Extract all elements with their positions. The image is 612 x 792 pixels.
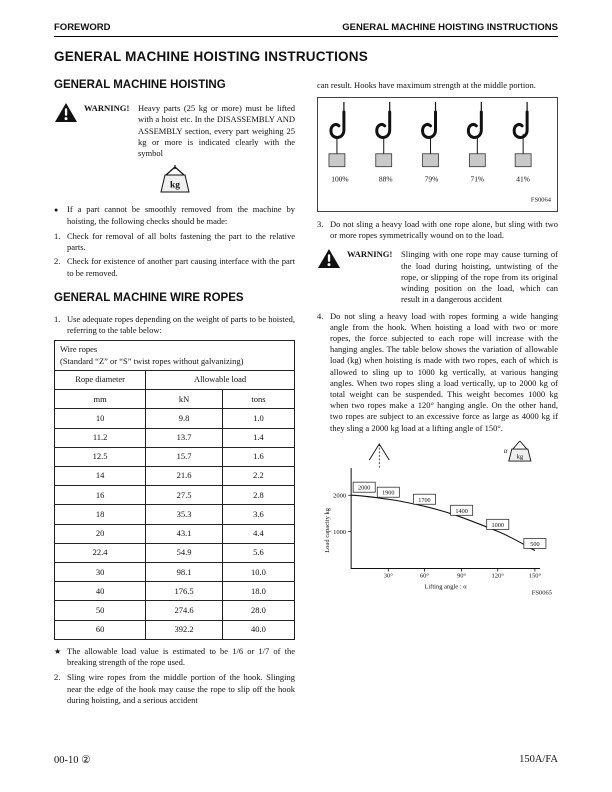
two-column-layout [54, 72, 558, 709]
item-text: Do not sling a heavy load with one rope alone, but sling with two or more ropes symmetrically wound on to the load. [330, 218, 558, 241]
item-number: 1. [54, 313, 61, 324]
table-cell: 2.2 [222, 466, 294, 485]
table-row [55, 466, 295, 485]
table-cell: 15.7 [146, 447, 223, 466]
table-cell: 274.6 [146, 601, 223, 620]
table-cell: 35.3 [146, 505, 223, 524]
bullet-item [54, 204, 295, 226]
warning-label: WARNING! [347, 249, 393, 260]
table-row [55, 505, 295, 524]
table-row [55, 601, 295, 620]
unit-kn: kN [146, 390, 223, 409]
table-cell: 50 [55, 601, 146, 620]
table-cell: 54.9 [146, 543, 223, 562]
y-tick: 2000 [333, 492, 347, 500]
hooks-illustration [318, 98, 557, 208]
table-cell: 18.0 [222, 582, 294, 601]
x-tick: 120° [491, 572, 504, 580]
footer-model-code: 150A/FA [519, 754, 558, 765]
item-number: 1. [54, 230, 61, 241]
table-cell: 21.6 [146, 466, 223, 485]
x-tick: 60° [419, 572, 430, 580]
point-label: 500 [530, 540, 540, 548]
item-text: Use adequate ropes depending on the weight of parts to be hoisted, referring to the table below: [67, 313, 295, 336]
point-label: 1400 [455, 507, 468, 515]
warning-triangle-icon [54, 101, 84, 126]
table-cell: 30 [55, 563, 146, 582]
table-cell: 22.4 [55, 543, 146, 562]
table-cell: 60 [55, 620, 146, 639]
load-capacity-chart-figure [317, 438, 558, 600]
warning-triangle-icon [317, 247, 347, 272]
item-text: Check for existence of another part causing interface with the part to be removed. [67, 256, 295, 278]
warning-text: Slinging with one rope may cause turning of the load during hoisting, untwisting of the rope, or slipping of the rope from its original winding position on the load, which can result in a dangerous accident [401, 249, 558, 305]
table-cell: 28.0 [222, 601, 294, 620]
table-cell: 176.5 [146, 582, 223, 601]
x-tick: 150° [528, 572, 542, 580]
item-text: Sling wire ropes from the middle portion of the hook. Slinging near the edge of the hook may cause the rope to slip off the hook during hoisting, and a serious accident [67, 672, 295, 705]
unit-tons: tons [222, 390, 294, 409]
col-header-allowable-load: Allowable load [146, 370, 295, 389]
table-row [55, 582, 295, 601]
y-axis-label: Load capacity kg [324, 507, 332, 553]
bullet-text: If a part cannot be smoothly removed from the machine by hoisting, the following checks should be made: [67, 204, 295, 226]
table-cell: 10 [55, 409, 146, 428]
table-cell: 40 [55, 582, 146, 601]
table-cell: 13.7 [146, 428, 223, 447]
section-heading-wire-ropes: GENERAL MACHINE WIRE ROPES [54, 291, 244, 304]
right-column [317, 72, 558, 709]
left-column [54, 72, 295, 709]
table-cell: 1.0 [222, 409, 294, 428]
hook-percentage: 41% [516, 174, 530, 184]
alpha-label: α [503, 446, 508, 455]
svg-text:kg: kg [169, 180, 180, 191]
table-cell: 2.8 [222, 486, 294, 505]
warning-block-1 [54, 101, 295, 159]
table-caption-line2: (Standard “Z” or “S” twist ropes without galvanizing) [60, 355, 244, 366]
section-heading-hoisting: GENERAL MACHINE HOISTING [54, 79, 226, 91]
figure-id: FS0065 [531, 589, 552, 597]
kg-label: kg [516, 453, 524, 461]
check-item-1 [54, 231, 295, 253]
check-item-2 [54, 256, 295, 278]
table-cell: 1.6 [222, 447, 294, 466]
table-caption-line1: Wire ropes [60, 344, 98, 355]
wire-item-2 [54, 672, 295, 706]
point-label: 1700 [418, 496, 431, 504]
load-capacity-chart [317, 438, 558, 597]
item-number: 3. [317, 218, 324, 229]
table-row [55, 563, 295, 582]
table-cell: 20 [55, 524, 146, 543]
point-label: 1900 [382, 489, 395, 497]
header-right: GENERAL MACHINE HOISTING INSTRUCTIONS [342, 22, 558, 33]
kg-symbol-icon [152, 164, 198, 194]
bullet-icon: ● [54, 205, 59, 214]
item-text: Check for removal of all bolts fastening the part to the relative parts. [67, 230, 295, 253]
item-text: Do not sling a heavy load with ropes forming a wide hanging angle from the hook. When hoisting a load with two or more ropes, the force subjected to each rope will increase with the hanging angles. The table below shows the variation of allowable load (kg) when hoisting is made with two ropes, each of which is allowed to sling up to 1000 kg vertically, at various hanging angles. When two ropes sling a load vertically, up to 2000 kg of total weight can be suspended. This weight becomes 1000 kg when two ropes make a 120° hanging angle. On the other hand, two ropes are subject to an excessive force as large as 4000 kg if they sling a 2000 kg load at a lifting angle of 150°. [330, 310, 558, 433]
col-header-rope-diameter: Rope diameter [55, 370, 146, 389]
point-label: 1000 [491, 521, 504, 529]
page-header [54, 22, 558, 37]
table-row [55, 524, 295, 543]
header-left: FOREWORD [54, 22, 111, 33]
continuation-text: can result. Hooks have maximum strength at the middle portion. [317, 80, 536, 90]
hook-percentage: 100% [331, 174, 349, 184]
page-footer [54, 754, 558, 766]
figure-id: FS0064 [530, 196, 552, 204]
table-row [55, 543, 295, 562]
table-cell: 11.2 [55, 428, 146, 447]
warning-block-2 [317, 247, 558, 305]
x-axis-label: Lifting angle : α [424, 583, 467, 591]
table-cell: 9.8 [146, 409, 223, 428]
page-title: GENERAL MACHINE HOISTING INSTRUCTIONS [54, 49, 368, 64]
table-cell: 1.4 [222, 428, 294, 447]
table-caption [55, 341, 295, 370]
rope-table [54, 340, 295, 640]
hook-percentage: 88% [378, 174, 393, 184]
unit-mm: mm [55, 390, 146, 409]
table-cell: 43.1 [146, 524, 223, 543]
y-tick: 1000 [333, 528, 347, 536]
table-row [55, 428, 295, 447]
footer-page-number: 00-10 ② [54, 755, 91, 766]
table-row [55, 447, 295, 466]
warning-label: WARNING! [84, 103, 130, 114]
kg-symbol-figure [54, 164, 295, 197]
table-cell: 18 [55, 505, 146, 524]
table-cell: 392.2 [146, 620, 223, 639]
table-row [55, 620, 295, 639]
hook-percentage: 79% [424, 174, 439, 184]
warning-text: Heavy parts (25 kg or more) must be lifted with a hoist etc. In the DISASSEMBLY AND ASSEMBLY section, every part weighing 25 kg or more is indicated clearly with the symbol [138, 103, 295, 159]
point-label: 2000 [357, 484, 371, 492]
hook-percentage: 71% [470, 174, 485, 184]
star-note [54, 646, 295, 668]
table-cell: 4.4 [222, 524, 294, 543]
item-number: 2. [54, 672, 61, 683]
star-note-text: The allowable load value is estimated to be 1/6 or 1/7 of the breaking strength of the rope used. [67, 645, 295, 668]
table-cell: 5.6 [222, 543, 294, 562]
item-number: 2. [54, 256, 61, 267]
table-cell: 27.5 [146, 486, 223, 505]
rope-table-body [55, 409, 295, 640]
x-tick: 30° [383, 572, 393, 580]
table-cell: 10.0 [222, 563, 294, 582]
star-icon: ★ [54, 646, 62, 656]
item-4 [317, 311, 558, 434]
table-cell: 98.1 [146, 563, 223, 582]
table-cell: 16 [55, 486, 146, 505]
x-tick: 90° [457, 572, 467, 580]
table-cell: 14 [55, 466, 146, 485]
wire-item-1 [54, 314, 295, 336]
table-cell: 12.5 [55, 447, 146, 466]
hook-strength-figure [317, 97, 558, 212]
table-cell: 3.6 [222, 505, 294, 524]
table-row [55, 486, 295, 505]
item-3 [317, 219, 558, 241]
table-cell: 40.0 [222, 620, 294, 639]
item-number: 4. [317, 310, 324, 321]
table-row [55, 409, 295, 428]
